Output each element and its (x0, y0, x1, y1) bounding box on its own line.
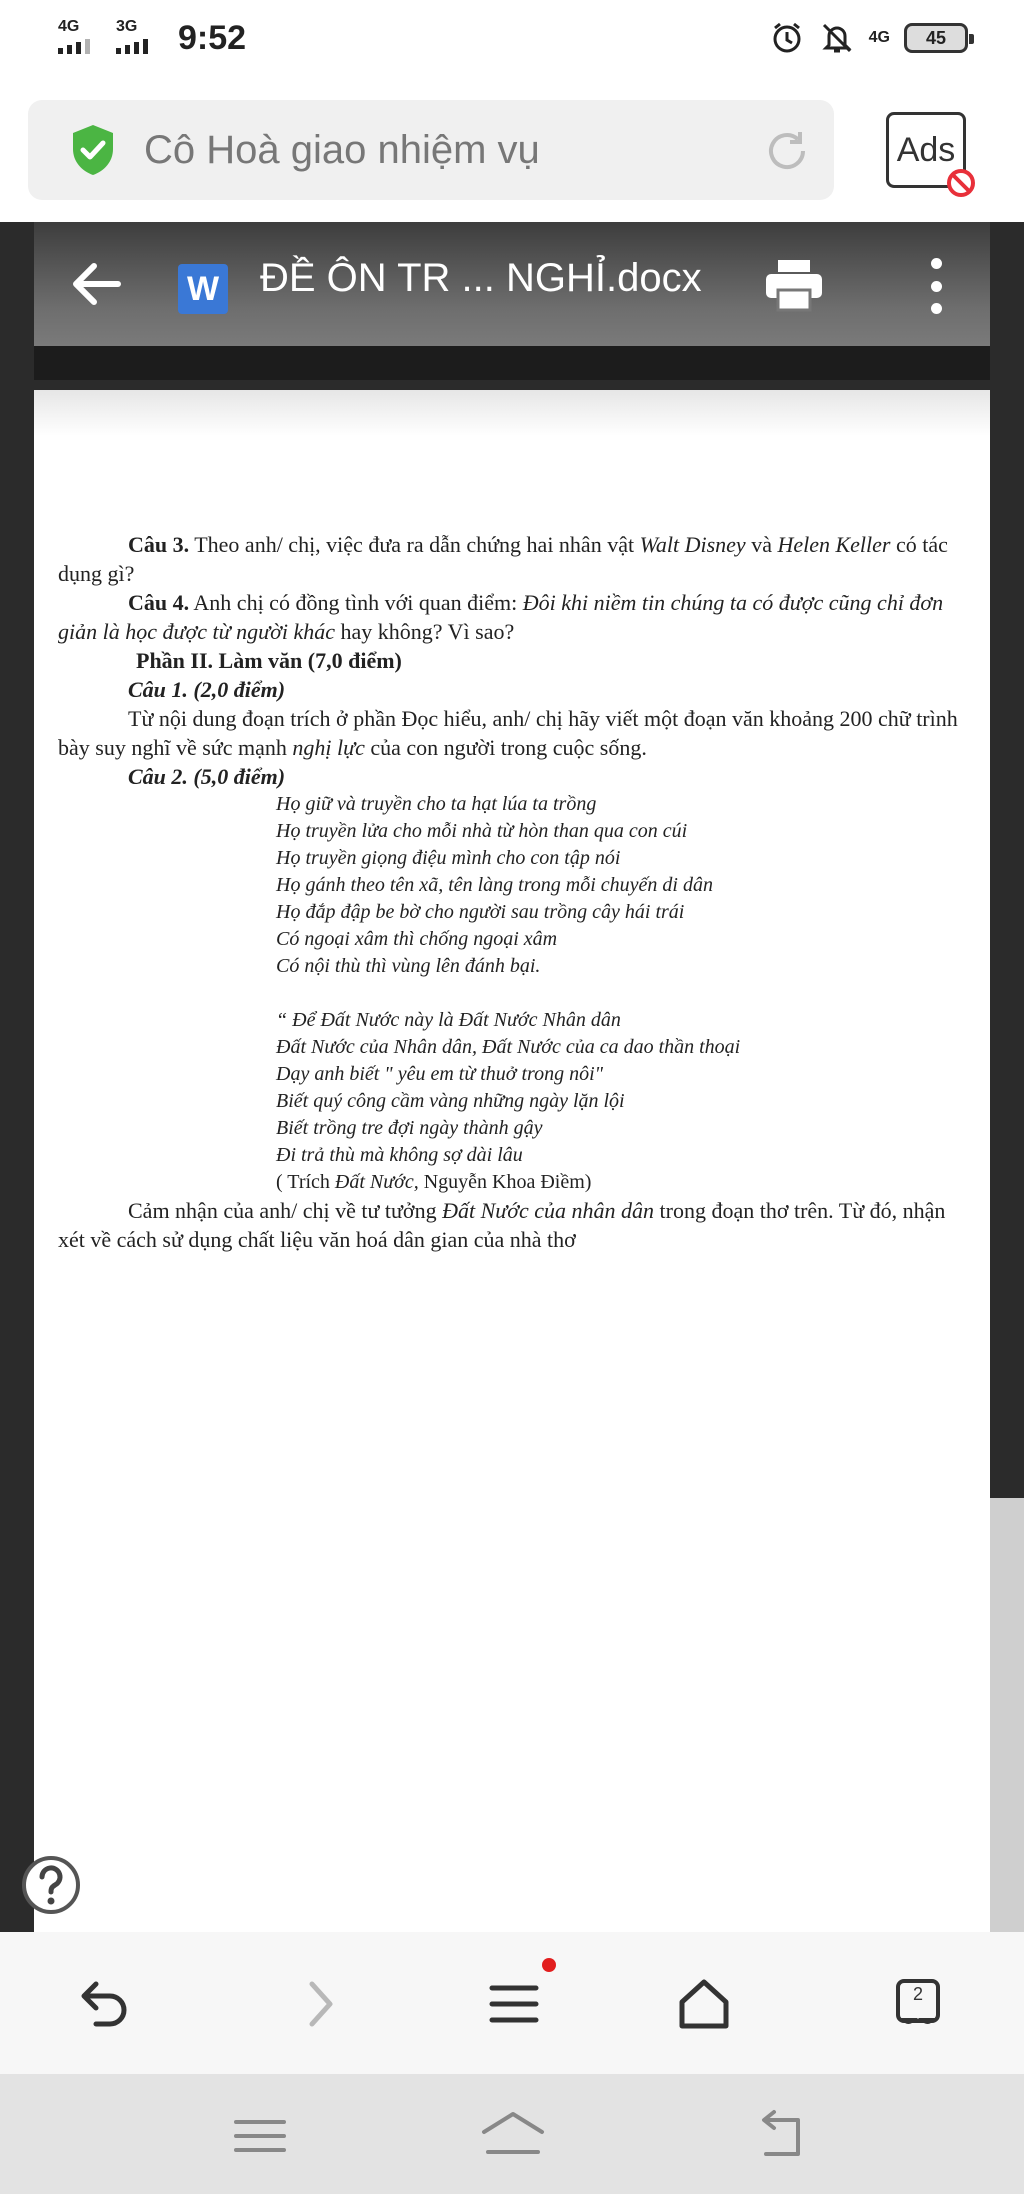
question-emph: Đất Nước của nhân dân (442, 1198, 655, 1223)
secure-shield-icon (68, 123, 118, 177)
question-text: hay không? Vì sao? (335, 619, 515, 644)
question-text: Anh chị có đồng tình với quan điểm: (189, 590, 523, 615)
poem-line: Dạy anh biết " yêu em từ thuở trong nôi" (276, 1063, 604, 1085)
question-emph: nghị lực (292, 735, 365, 760)
question-text: Theo anh/ chị, việc đưa ra dẫn chứng hai nhân vật (189, 532, 640, 557)
question-text: trong đoạn thơ trên. Từ đó, nhận xét về cách sử dụng chất liệu văn hoá dân gian của nhà thơ (58, 1198, 946, 1252)
poem-line: Họ truyền lửa cho mỗi nhà từ hòn than qua con cúi (276, 820, 688, 842)
battery-indicator (904, 23, 968, 53)
poem-line: Đất Nước của Nhân dân, Đất Nước của ca dao thần thoại (276, 1036, 741, 1058)
question-4 (58, 588, 974, 646)
status-bar (0, 0, 1024, 80)
poem-stanza-1 (58, 791, 974, 980)
tabs-button[interactable] (895, 1978, 941, 2030)
system-home-icon[interactable] (478, 2108, 542, 2164)
notification-dot (542, 1958, 556, 1972)
poem-line: Biết trồng tre đợi ngày thành gậy (276, 1117, 543, 1139)
reload-icon[interactable] (762, 126, 812, 176)
battery-level: 45 (925, 27, 947, 48)
tabs-icon[interactable] (886, 1972, 950, 2036)
essay-q2-heading: Câu 2. (5,0 điểm) (128, 764, 286, 789)
source-title: Đất Nước, (334, 1171, 419, 1193)
part-2-heading: Phần II. Làm văn (7,0 điểm) (136, 648, 402, 673)
recent-apps-icon[interactable] (228, 2108, 292, 2164)
signal-4g-icon (56, 18, 100, 58)
network-type-label: 3G (116, 18, 138, 35)
document-viewer (0, 222, 1024, 1932)
ad-block-button[interactable] (886, 112, 966, 188)
block-icon (945, 167, 977, 199)
page-top-shadow (34, 390, 990, 436)
system-navigation-bar (0, 2074, 1024, 2194)
poem-stanza-2 (58, 1007, 974, 1169)
source-text: ( Trích (276, 1171, 335, 1193)
menu-icon[interactable] (482, 1972, 546, 2036)
poem-line: Họ đắp đập be bờ cho người sau trồng cây hái trái (276, 901, 685, 923)
browser-toolbar (0, 80, 1024, 222)
poem-line: “ Để Đất Nước này là Đất Nước Nhân dân (276, 1009, 621, 1031)
back-arrow-icon[interactable] (68, 258, 124, 310)
status-left (56, 18, 246, 58)
document-content (58, 530, 974, 1254)
question-text: và (745, 532, 778, 557)
poem-line: Có ngoại xâm thì chống ngoại xâm (276, 928, 558, 950)
essay-q1-heading: Câu 1. (2,0 điểm) (128, 677, 286, 702)
help-icon[interactable] (20, 1854, 82, 1916)
essay-q2-task (58, 1196, 974, 1254)
ad-block-label: Ads (896, 130, 956, 169)
tab-count: 2 (912, 1984, 923, 2004)
alarm-icon (769, 20, 805, 56)
browser-bottom-nav (0, 1932, 1024, 2074)
address-bar-text: Cô Hoà giao nhiệm vụ (144, 127, 540, 172)
poem-line: Họ giữ và truyền cho ta hạt lúa ta trồng (276, 793, 597, 815)
question-text: Từ nội dung đoạn trích ở phần Đọc hiểu, anh/ chị hãy viết một đoạn văn khoảng 200 chữ trình bày suy nghĩ về sức mạnh (58, 706, 958, 760)
source-text: Nguyễn Khoa Điềm) (418, 1171, 592, 1193)
document-title: ĐỀ ÔN TR ... NGHỈ.docx (260, 256, 702, 300)
address-bar[interactable] (28, 100, 834, 200)
poem-line: Họ truyền giọng điệu mình cho con tập nói (276, 847, 621, 869)
question-emph: Walt Disney (639, 532, 746, 557)
poem-line: Có nội thù thì vùng lên đánh bại. (276, 955, 541, 977)
question-label: Câu 4. (128, 590, 190, 615)
poem-line: Biết quý công cầm vàng những ngày lặn lội (276, 1090, 625, 1112)
document-page (34, 390, 990, 2120)
status-right (769, 20, 968, 56)
essay-q1-text (58, 704, 974, 762)
print-icon[interactable] (764, 258, 824, 312)
poem-line: Họ gánh theo tên xã, tên làng trong mỗi chuyến di dân (276, 874, 713, 896)
question-emph: Helen Keller (777, 532, 891, 557)
forward-nav-icon[interactable] (288, 1972, 352, 2036)
header-divider (34, 346, 990, 380)
silent-bell-icon (819, 20, 855, 56)
question-emph: Đôi khi niềm tin chúng ta có được cũng chỉ đơn giản là học được từ người khác (58, 590, 944, 644)
question-text: của con người trong cuộc sống. (364, 735, 647, 760)
back-nav-icon[interactable] (70, 1972, 134, 2036)
question-3 (58, 530, 974, 588)
poem-source (58, 1169, 974, 1196)
word-file-icon: W (178, 264, 228, 314)
question-text: có tác dụng gì? (58, 532, 948, 586)
network-type-label: 4G (58, 18, 80, 35)
question-label: Câu 3. (128, 532, 190, 557)
status-time: 9:52 (178, 18, 247, 57)
home-icon[interactable] (672, 1972, 736, 2036)
question-text: Cảm nhận của anh/ chị về tư tưởng (128, 1198, 443, 1223)
poem-line: Đi trả thù mà không sợ dài lâu (276, 1144, 523, 1166)
more-options-icon[interactable] (924, 258, 948, 314)
network-4g-label: 4G (868, 29, 890, 46)
signal-3g-icon (114, 18, 158, 58)
system-back-icon[interactable] (752, 2108, 816, 2164)
viewer-header (34, 222, 990, 346)
